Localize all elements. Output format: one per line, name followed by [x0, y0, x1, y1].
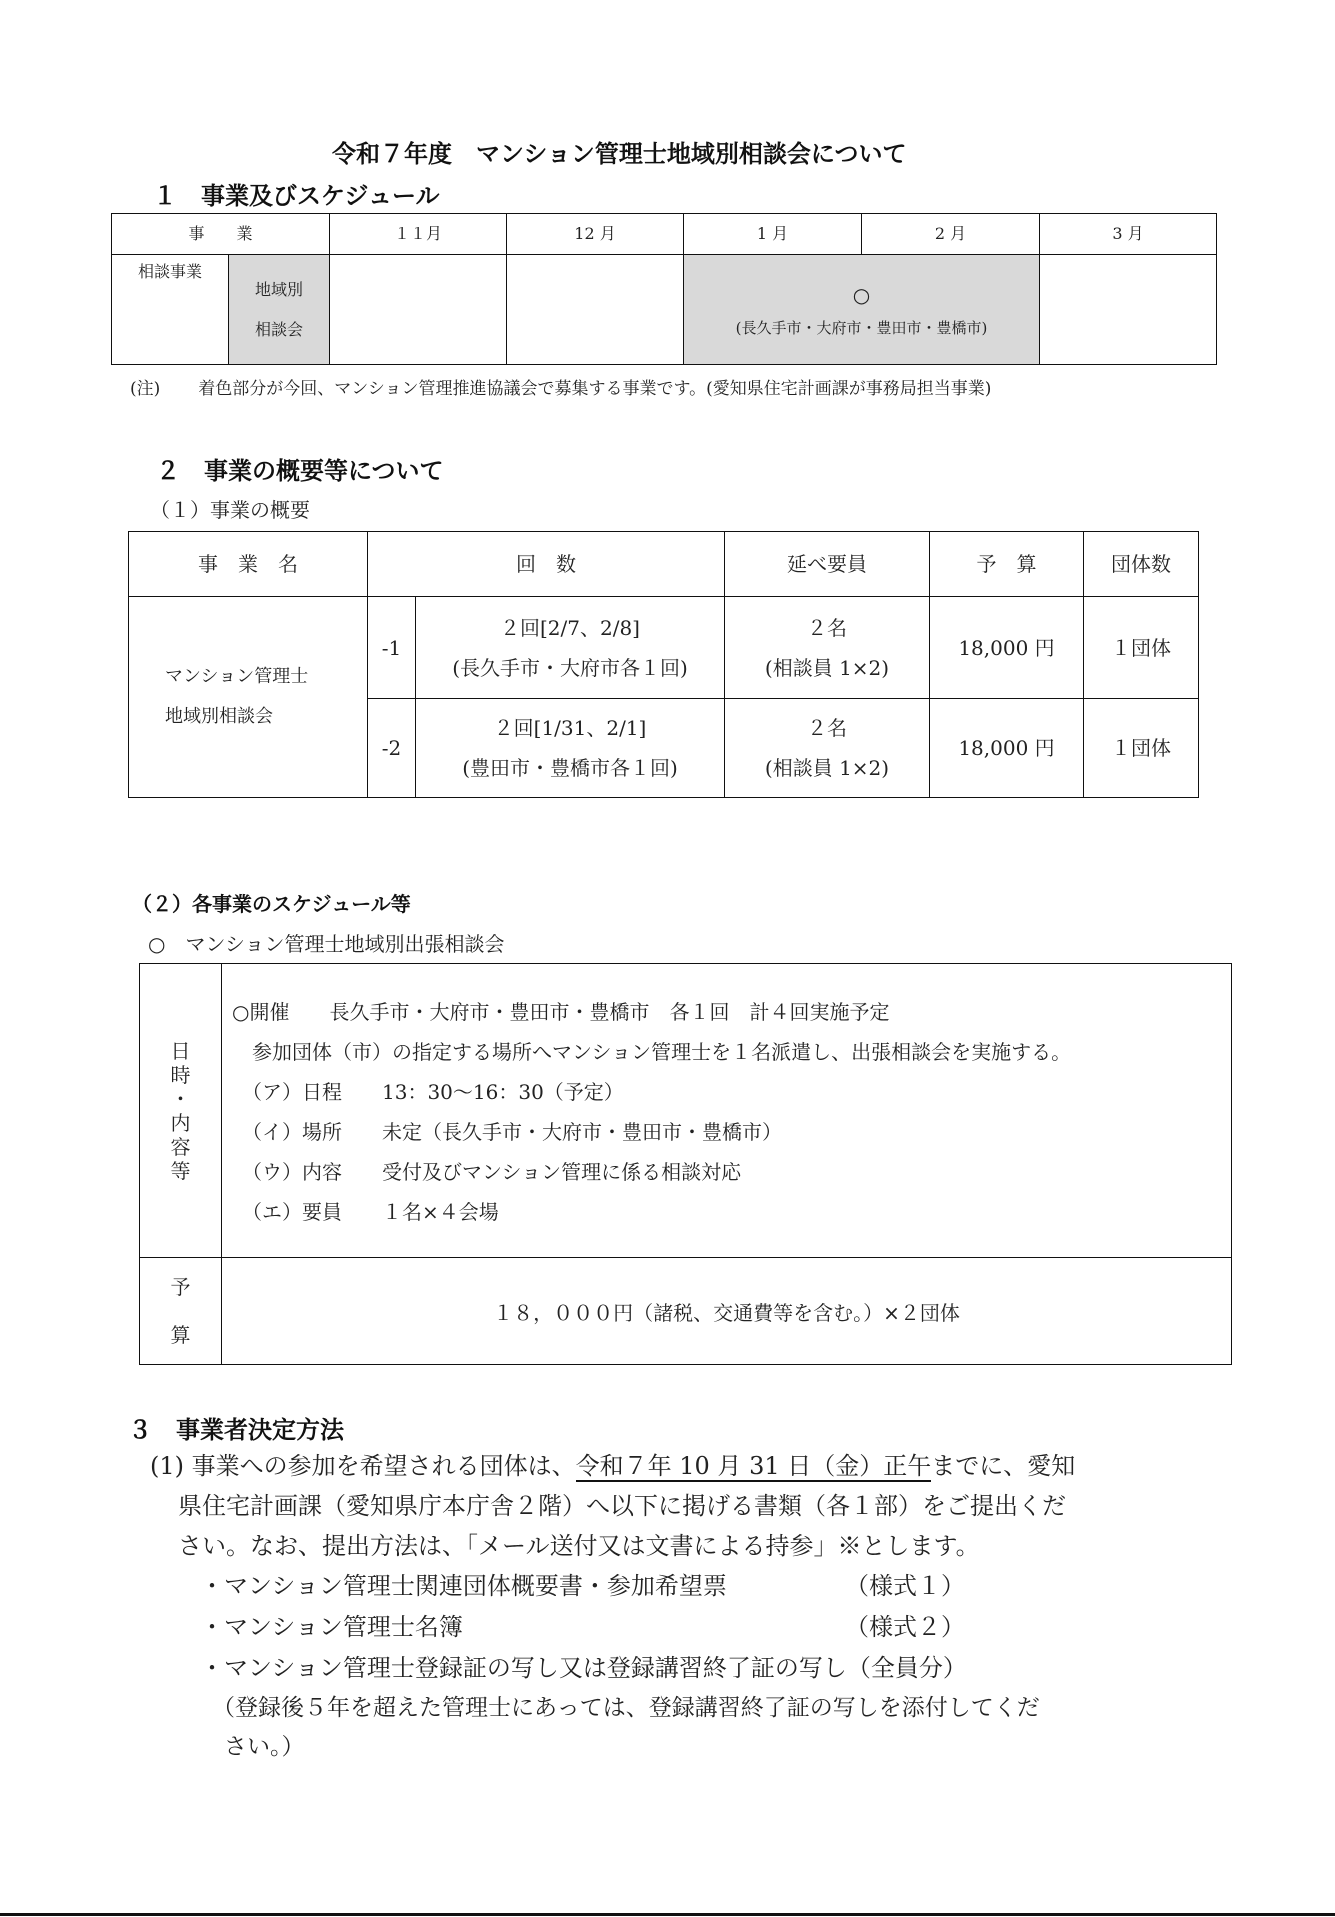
schedule-lines — [232, 992, 1071, 1232]
page-bottom-rule — [0, 1913, 1335, 1916]
para-prefix: (1) — [150, 1452, 184, 1480]
doc-form: （様式１） — [845, 1572, 965, 1600]
remark-line1: （登録後５年を超えた管理士にあっては、登録講習終了証の写しを添付してくだ — [212, 1695, 1040, 1721]
budget-cell: 18,000 円 — [930, 699, 1084, 798]
category-label: 相談事業 — [137, 262, 202, 281]
section2-sub1: （１）事業の概要 — [150, 498, 310, 522]
schedule-line: （エ）要員 １名×４会場 — [232, 1200, 499, 1224]
cell-nov — [330, 255, 507, 365]
cell-mar — [1040, 255, 1217, 365]
schedule-label-cell — [140, 964, 222, 1258]
header-groups: 団体数 — [1084, 532, 1199, 597]
vertical-label-char: 等 — [170, 1158, 191, 1183]
item-label-line2: 相談会 — [255, 319, 304, 339]
doc-form: （様式２） — [845, 1613, 965, 1641]
vertical-label-char: 容 — [170, 1134, 191, 1159]
business-name-line1: マンション管理士 — [165, 666, 309, 687]
cities-label: (長久手市・大府市・豊田市・豊橋市) — [735, 318, 988, 337]
header-budget: 予 算 — [930, 532, 1084, 597]
section2-sub2: （２）各事業のスケジュール等 — [132, 892, 411, 916]
schedule-line: （ウ）内容 受付及びマンション管理に係る相談対応 — [232, 1160, 742, 1184]
header-business: 事 業 — [112, 214, 330, 255]
section3-para-line3: さい。なお、提出方法は、「メール送付又は文書による持参」※とします。 — [178, 1532, 980, 1560]
para-text: 事業への参加を希望される団体は、 — [191, 1452, 576, 1480]
section1-heading: １ 事業及びスケジュール — [153, 182, 440, 210]
groups-cell: １団体 — [1084, 699, 1199, 798]
staff-line2: (相談員 1×2) — [764, 655, 890, 680]
budget-text: １８，０００円（諸税、交通費等を含む。）×２団体 — [222, 1258, 1232, 1365]
header-count: 回 数 — [368, 532, 725, 597]
header-month: 1 月 — [684, 214, 862, 255]
vertical-label-char: 内 — [170, 1110, 191, 1135]
business-name — [129, 597, 368, 798]
vertical-label-char: 予 — [170, 1275, 191, 1299]
schedule-line: 参加団体（市）の指定する場所へマンション管理士を１名派遣し、出張相談会を実施する。 — [232, 1040, 1072, 1064]
count-cell — [416, 699, 725, 798]
header-month: 12 月 — [507, 214, 684, 255]
header-name: 事 業 名 — [129, 532, 368, 597]
header-month: １１月 — [330, 214, 507, 255]
doc-item — [200, 1566, 727, 1606]
note-label: (注) — [130, 379, 161, 399]
count-line1: ２回[1/31、2/1] — [493, 716, 647, 740]
row-number: -2 — [368, 699, 416, 798]
item-cell — [229, 255, 330, 365]
header-staff: 延べ要員 — [725, 532, 930, 597]
vertical-label-char: 時 — [170, 1062, 191, 1087]
staff-cell — [725, 597, 930, 699]
item-label-line1: 地域別 — [255, 279, 304, 299]
page-title: 令和７年度 マンション管理士地域別相談会について — [332, 140, 907, 168]
schedule-line: （イ）場所 未定（長久手市・大府市・豊田市・豊橋市） — [232, 1120, 782, 1144]
overview-table — [128, 531, 1199, 798]
groups-cell: １団体 — [1084, 597, 1199, 699]
section3-para-line1 — [150, 1446, 1075, 1486]
staff-line2: (相談員 1×2) — [764, 756, 890, 780]
doc-item — [200, 1648, 967, 1688]
schedule-line: ○開催 長久手市・大府市・豊田市・豊橋市 各１回 計４回実施予定 — [232, 1000, 890, 1024]
section3-heading: ３ 事業者決定方法 — [128, 1416, 344, 1444]
row-number: -1 — [368, 597, 416, 699]
table-row — [129, 597, 1199, 699]
count-line1: ２回[2/7、2/8] — [500, 615, 640, 640]
cell-jan-feb — [684, 255, 1040, 365]
doc-name: ・マンション管理士登録証の写し又は登録講習終了証の写し（全員分） — [200, 1654, 967, 1682]
schedule-line: （ア）日程 13：30～16：30（予定） — [232, 1080, 624, 1104]
staff-line1: ２名 — [807, 716, 847, 740]
section2-heading: ２ 事業の概要等について — [156, 457, 444, 485]
cell-dec — [507, 255, 684, 365]
budget-label — [166, 1263, 196, 1359]
note — [130, 374, 991, 399]
deadline: 令和７年 10 月 31 日（金）正午 — [575, 1452, 932, 1480]
business-name-line2: 地域別相談会 — [165, 706, 273, 727]
section3-para-line2: 県住宅計画課（愛知県庁本庁舎２階）へ以下に掲げる書類（各１部）をご提出くだ — [178, 1492, 1066, 1520]
schedule-table — [111, 213, 1217, 365]
staff-line1: ２名 — [807, 615, 847, 640]
budget-label-cell — [140, 1258, 222, 1365]
para-text: までに、愛知 — [931, 1452, 1076, 1480]
note-text: 着色部分が今回、マンション管理推進協議会で募集する事業です。(愛知県住宅計画課が事務局担当事業) — [198, 379, 992, 399]
circle-mark: ○ — [852, 282, 871, 307]
count-line2: (豊田市・豊橋市各１回) — [462, 756, 678, 780]
header-month: 2 月 — [862, 214, 1040, 255]
remark-line2: さい。） — [224, 1734, 305, 1760]
section2-sub2-item: ○ マンション管理士地域別出張相談会 — [148, 932, 505, 956]
vertical-label-char: 算 — [170, 1323, 191, 1347]
header-month: 3 月 — [1040, 214, 1217, 255]
doc-item — [200, 1607, 463, 1647]
vertical-label-char: 日 — [170, 1038, 191, 1063]
count-cell — [416, 597, 725, 699]
budget-cell: 18,000 円 — [930, 597, 1084, 699]
doc-name: ・マンション管理士名簿 — [200, 1613, 463, 1641]
vertical-label-char: ・ — [170, 1086, 191, 1111]
count-line2: (長久手市・大府市各１回) — [452, 655, 688, 680]
doc-name: ・マンション管理士関連団体概要書・参加希望票 — [200, 1572, 727, 1600]
staff-cell — [725, 699, 930, 798]
schedule-label — [166, 1039, 196, 1183]
category-cell — [112, 255, 229, 365]
